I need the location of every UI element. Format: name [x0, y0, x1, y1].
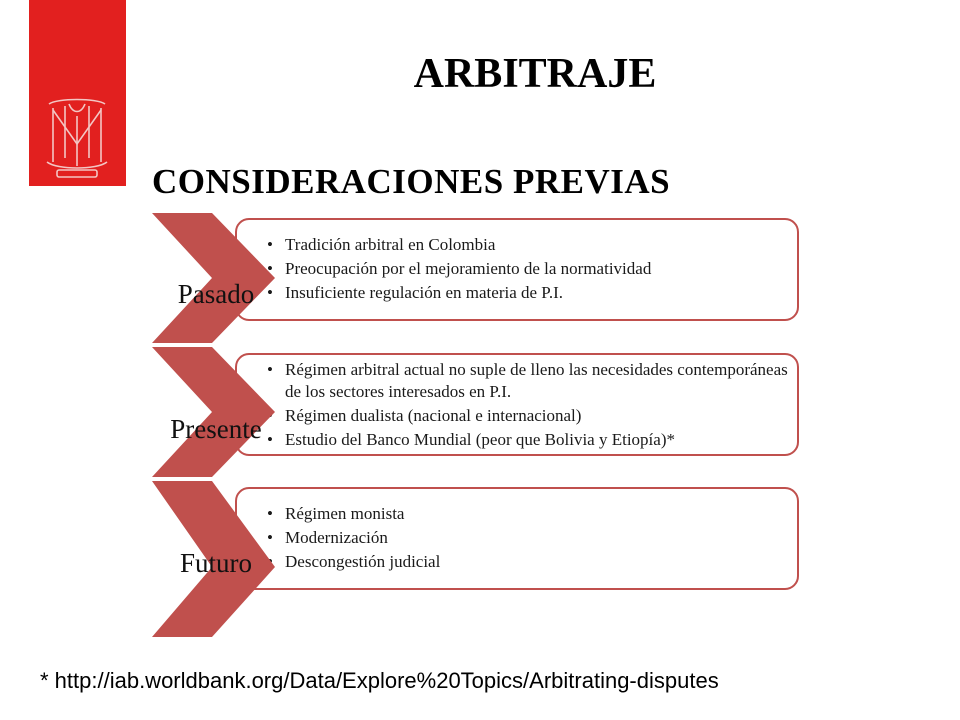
list-item: • Descongestión judicial: [285, 551, 797, 573]
page-subtitle: CONSIDERACIONES PREVIAS: [152, 162, 671, 201]
chevron-label-pasado: Pasado: [177, 279, 255, 309]
list-item: • Tradición arbitral en Colombia: [285, 234, 797, 256]
bullet-list: [237, 359, 797, 451]
list-item: • Insuficiente regulación en materia de P.I.: [285, 282, 797, 304]
page-title: ARBITRAJE: [413, 51, 657, 97]
content-box-pasado: [235, 218, 799, 321]
chevron-shape-futuro: [0, 0, 300, 720]
list-item: • Régimen dualista (nacional e internacional): [285, 405, 797, 427]
bullet-list: [237, 234, 797, 304]
list-item: • Régimen arbitral actual no suple de lleno las necesidades contemporáneas de los sectores interesados en P.I.: [285, 359, 797, 403]
list-item: • Régimen monista: [285, 503, 797, 525]
chevron-label-presente: Presente: [170, 414, 262, 444]
content-box-futuro: [235, 487, 799, 590]
content-box-presente: [235, 353, 799, 456]
list-item: • Modernización: [285, 527, 797, 549]
bullet-list: [237, 503, 797, 573]
chevron-label-futuro: Futuro: [179, 548, 252, 578]
list-item: • Estudio del Banco Mundial (peor que Bolivia y Etiopía)*: [285, 429, 797, 451]
list-item: • Preocupación por el mejoramiento de la normatividad: [285, 258, 797, 280]
footnote-link[interactable]: * http://iab.worldbank.org/Data/Explore%20Topics/Arbitrating-disputes: [40, 668, 719, 693]
